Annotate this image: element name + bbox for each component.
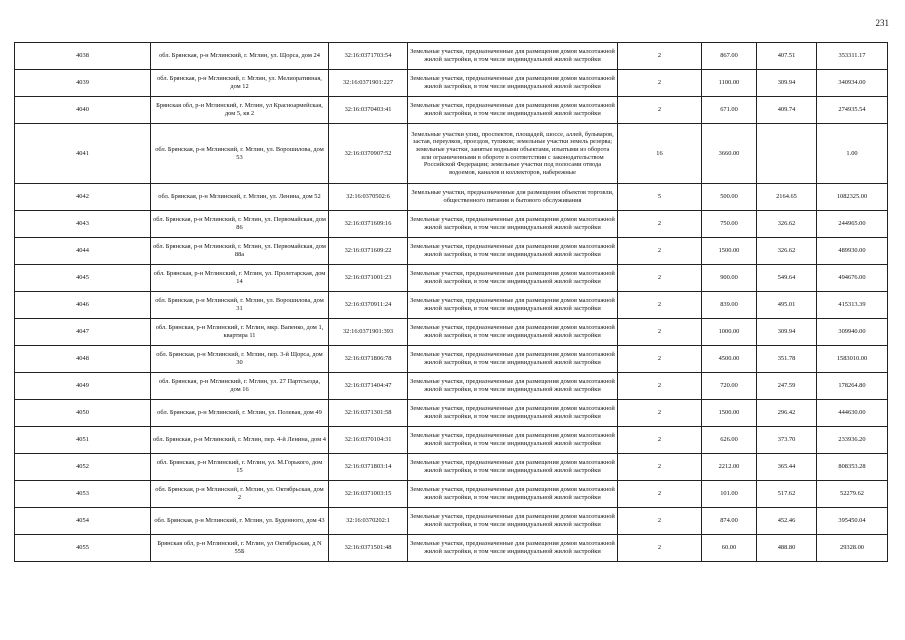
address-cell: Брянская обл, р-н Мглинский, г. Мглин, ул Октябрьская, д N 55Б bbox=[151, 535, 329, 562]
area-cell: 3660.00 bbox=[702, 124, 757, 184]
cadastral-number-cell: 32:16:0371003:15 bbox=[329, 481, 408, 508]
land-use-cell: Земельные участки, предназначенные для размещения домов малоэтажной жилой застройки, в том числе индивидуальной жилой застройки bbox=[408, 97, 618, 124]
group-cell: 2 bbox=[618, 319, 702, 346]
rate-cell: 326.62 bbox=[757, 238, 817, 265]
table-body bbox=[15, 43, 888, 562]
row-number: 4055 bbox=[15, 535, 151, 562]
row-number: 4049 bbox=[15, 373, 151, 400]
table-row bbox=[15, 124, 888, 184]
row-number: 4050 bbox=[15, 400, 151, 427]
land-use-cell: Земельные участки улиц, проспектов, площадей, шоссе, аллей, бульваров, застав, переулков, проездов, тупиков; земельные участки земель резерва; земельные участки, занятые водными объектами, изъятыми из оборота или ограниченными в обороте в соответствии с законодательством Российской Федерации; земельные участки под полосами отвода водоемов, каналов и коллекторов, набережные bbox=[408, 124, 618, 184]
address-cell: обл. Брянская, р-н Мглинский, г. Мглин, ул. 27 Партсъезда, дом 16 bbox=[151, 373, 329, 400]
cadastral-number-cell: 32:16:0371901:227 bbox=[329, 70, 408, 97]
cadastral-cost-cell: 494676.00 bbox=[817, 265, 888, 292]
table-row bbox=[15, 184, 888, 211]
cadastral-cost-cell: 489930.00 bbox=[817, 238, 888, 265]
address-cell: обл. Брянская, р-н Мглинский, г. Мглин, пер. 4-й Ленина, дом 4 bbox=[151, 427, 329, 454]
area-cell: 874.00 bbox=[702, 508, 757, 535]
table-row bbox=[15, 400, 888, 427]
row-number: 4053 bbox=[15, 481, 151, 508]
cadastral-cost-cell: 1583010.00 bbox=[817, 346, 888, 373]
cadastral-number-cell: 32:16:0370911:24 bbox=[329, 292, 408, 319]
cadastral-number-cell: 32:16:0371501:48 bbox=[329, 535, 408, 562]
group-cell: 2 bbox=[618, 70, 702, 97]
cadastral-number-cell: 32:16:0370403:41 bbox=[329, 97, 408, 124]
cadastral-cost-cell: 309940.00 bbox=[817, 319, 888, 346]
table-row bbox=[15, 265, 888, 292]
cadastral-number-cell: 32:16:0370907:52 bbox=[329, 124, 408, 184]
land-use-cell: Земельные участки, предназначенные для размещения домов малоэтажной жилой застройки, в том числе индивидуальной жилой застройки bbox=[408, 427, 618, 454]
cadastral-number-cell: 32:16:0371806:78 bbox=[329, 346, 408, 373]
cadastral-cost-cell: 808353.28 bbox=[817, 454, 888, 481]
area-cell: 1100.00 bbox=[702, 70, 757, 97]
land-use-cell: Земельные участки, предназначенные для размещения домов малоэтажной жилой застройки, в том числе индивидуальной жилой застройки bbox=[408, 400, 618, 427]
table-row bbox=[15, 70, 888, 97]
area-cell: 671.00 bbox=[702, 97, 757, 124]
table-row bbox=[15, 292, 888, 319]
address-cell: обл. Брянская, р-н Мглинский, г. Мглин, ул. Октябрьская, дом 2 bbox=[151, 481, 329, 508]
cadastral-number-cell: 32:16:0371703:54 bbox=[329, 43, 408, 70]
table-row bbox=[15, 319, 888, 346]
rate-cell: 517.62 bbox=[757, 481, 817, 508]
cadastral-cost-cell: 233936.20 bbox=[817, 427, 888, 454]
group-cell: 2 bbox=[618, 346, 702, 373]
address-cell: обл. Брянская, р-н Мглинский, г. Мглин, ул. Полевая, дом 49 bbox=[151, 400, 329, 427]
address-cell: обл. Брянская, р-н Мглинский, г. Мглин, ул. Буденного, дом 43 bbox=[151, 508, 329, 535]
table-row bbox=[15, 97, 888, 124]
rate-cell: 549.64 bbox=[757, 265, 817, 292]
cadastral-value-table bbox=[14, 42, 888, 562]
cadastral-cost-cell: 1.00 bbox=[817, 124, 888, 184]
cadastral-cost-cell: 178264.80 bbox=[817, 373, 888, 400]
area-cell: 500.00 bbox=[702, 184, 757, 211]
row-number: 4048 bbox=[15, 346, 151, 373]
land-use-cell: Земельные участки, предназначенные для размещения домов малоэтажной жилой застройки, в том числе индивидуальной жилой застройки bbox=[408, 211, 618, 238]
address-cell: обл. Брянская, р-н Мглинский, г. Мглин, ул. Щорса, дом 24 bbox=[151, 43, 329, 70]
area-cell: 626.00 bbox=[702, 427, 757, 454]
group-cell: 5 bbox=[618, 184, 702, 211]
table-row bbox=[15, 535, 888, 562]
rate-cell: 407.51 bbox=[757, 43, 817, 70]
area-cell: 900.00 bbox=[702, 265, 757, 292]
row-number: 4052 bbox=[15, 454, 151, 481]
land-use-cell: Земельные участки, предназначенные для размещения объектов торговли, общественного питания и бытового обслуживания bbox=[408, 184, 618, 211]
land-use-cell: Земельные участки, предназначенные для размещения домов малоэтажной жилой застройки, в том числе индивидуальной жилой застройки bbox=[408, 70, 618, 97]
cadastral-cost-cell: 395450.04 bbox=[817, 508, 888, 535]
address-cell: обл. Брянская, р-н Мглинский, г. Мглин, мкр. Вапенко, дом 1, квартира 11 bbox=[151, 319, 329, 346]
land-use-cell: Земельные участки, предназначенные для размещения домов малоэтажной жилой застройки, в том числе индивидуальной жилой застройки bbox=[408, 508, 618, 535]
land-use-cell: Земельные участки, предназначенные для размещения домов малоэтажной жилой застройки, в том числе индивидуальной жилой застройки bbox=[408, 346, 618, 373]
land-use-cell: Земельные участки, предназначенные для размещения домов малоэтажной жилой застройки, в том числе индивидуальной жилой застройки bbox=[408, 481, 618, 508]
rate-cell: 488.80 bbox=[757, 535, 817, 562]
rate-cell: 365.44 bbox=[757, 454, 817, 481]
row-number: 4038 bbox=[15, 43, 151, 70]
group-cell: 2 bbox=[618, 97, 702, 124]
table-row bbox=[15, 481, 888, 508]
land-use-cell: Земельные участки, предназначенные для размещения домов малоэтажной жилой застройки, в том числе индивидуальной жилой застройки bbox=[408, 454, 618, 481]
table-row bbox=[15, 238, 888, 265]
address-cell: обл. Брянская, р-н Мглинский, г. Мглин, ул. Пролетарская, дом 14 bbox=[151, 265, 329, 292]
table-row bbox=[15, 373, 888, 400]
area-cell: 2212.00 bbox=[702, 454, 757, 481]
rate-cell: 351.78 bbox=[757, 346, 817, 373]
cadastral-cost-cell: 1082325.00 bbox=[817, 184, 888, 211]
rate-cell: 296.42 bbox=[757, 400, 817, 427]
cadastral-number-cell: 32:16:0371803:14 bbox=[329, 454, 408, 481]
rate-cell bbox=[757, 124, 817, 184]
area-cell: 720.00 bbox=[702, 373, 757, 400]
area-cell: 1500.00 bbox=[702, 400, 757, 427]
row-number: 4044 bbox=[15, 238, 151, 265]
group-cell: 2 bbox=[618, 454, 702, 481]
land-use-cell: Земельные участки, предназначенные для размещения домов малоэтажной жилой застройки, в том числе индивидуальной жилой застройки bbox=[408, 292, 618, 319]
row-number: 4054 bbox=[15, 508, 151, 535]
rate-cell: 326.62 bbox=[757, 211, 817, 238]
rate-cell: 452.46 bbox=[757, 508, 817, 535]
cadastral-cost-cell: 274935.54 bbox=[817, 97, 888, 124]
group-cell: 2 bbox=[618, 238, 702, 265]
cadastral-number-cell: 32:16:0371609:22 bbox=[329, 238, 408, 265]
table-row bbox=[15, 508, 888, 535]
rate-cell: 309.94 bbox=[757, 70, 817, 97]
table-row bbox=[15, 427, 888, 454]
address-cell: обл. Брянская, р-н Мглинский, г. Мглин, ул. Ленина, дом 52 bbox=[151, 184, 329, 211]
rate-cell: 495.01 bbox=[757, 292, 817, 319]
rate-cell: 373.70 bbox=[757, 427, 817, 454]
cadastral-cost-cell: 444630.00 bbox=[817, 400, 888, 427]
area-cell: 60.00 bbox=[702, 535, 757, 562]
row-number: 4041 bbox=[15, 124, 151, 184]
area-cell: 867.00 bbox=[702, 43, 757, 70]
table-row bbox=[15, 211, 888, 238]
page-number: 231 bbox=[875, 18, 889, 28]
cadastral-cost-cell: 52279.62 bbox=[817, 481, 888, 508]
row-number: 4051 bbox=[15, 427, 151, 454]
area-cell: 1500.00 bbox=[702, 238, 757, 265]
cadastral-cost-cell: 29328.00 bbox=[817, 535, 888, 562]
table-row bbox=[15, 454, 888, 481]
cadastral-cost-cell: 244965.00 bbox=[817, 211, 888, 238]
group-cell: 2 bbox=[618, 373, 702, 400]
land-use-cell: Земельные участки, предназначенные для размещения домов малоэтажной жилой застройки, в том числе индивидуальной жилой застройки bbox=[408, 265, 618, 292]
area-cell: 750.00 bbox=[702, 211, 757, 238]
rate-cell: 309.94 bbox=[757, 319, 817, 346]
cadastral-number-cell: 32:16:0370202:1 bbox=[329, 508, 408, 535]
cadastral-number-cell: 32:16:0371609:16 bbox=[329, 211, 408, 238]
cadastral-number-cell: 32:16:0370104:31 bbox=[329, 427, 408, 454]
group-cell: 2 bbox=[618, 535, 702, 562]
address-cell: Брянская обл, р-н Мглинский, г. Мглин, ул Красноармейская, дом 5, кв 2 bbox=[151, 97, 329, 124]
row-number: 4046 bbox=[15, 292, 151, 319]
land-use-cell: Земельные участки, предназначенные для размещения домов малоэтажной жилой застройки, в том числе индивидуальной жилой застройки bbox=[408, 43, 618, 70]
group-cell: 2 bbox=[618, 427, 702, 454]
address-cell: обл. Брянская, р-н Мглинский, г. Мглин, пер. 3-й Щорса, дом 30 bbox=[151, 346, 329, 373]
cadastral-number-cell: 32:16:0371901:393 bbox=[329, 319, 408, 346]
row-number: 4042 bbox=[15, 184, 151, 211]
cadastral-number-cell: 32:16:0371404:47 bbox=[329, 373, 408, 400]
land-use-cell: Земельные участки, предназначенные для размещения домов малоэтажной жилой застройки, в том числе индивидуальной жилой застройки bbox=[408, 373, 618, 400]
group-cell: 2 bbox=[618, 481, 702, 508]
group-cell: 2 bbox=[618, 211, 702, 238]
land-use-cell: Земельные участки, предназначенные для размещения домов малоэтажной жилой застройки, в том числе индивидуальной жилой застройки bbox=[408, 238, 618, 265]
group-cell: 2 bbox=[618, 265, 702, 292]
address-cell: обл. Брянская, р-н Мглинский, г. Мглин, ул. Мелиоративная, дом 12 bbox=[151, 70, 329, 97]
cadastral-number-cell: 32:16:0370502:6 bbox=[329, 184, 408, 211]
address-cell: обл. Брянская, р-н Мглинский, г. Мглин, ул. Ворошилова, дом 53 bbox=[151, 124, 329, 184]
group-cell: 2 bbox=[618, 292, 702, 319]
group-cell: 2 bbox=[618, 400, 702, 427]
cadastral-cost-cell: 415313.39 bbox=[817, 292, 888, 319]
row-number: 4040 bbox=[15, 97, 151, 124]
land-use-cell: Земельные участки, предназначенные для размещения домов малоэтажной жилой застройки, в том числе индивидуальной жилой застройки bbox=[408, 535, 618, 562]
land-use-cell: Земельные участки, предназначенные для размещения домов малоэтажной жилой застройки, в том числе индивидуальной жилой застройки bbox=[408, 319, 618, 346]
group-cell: 2 bbox=[618, 508, 702, 535]
area-cell: 4500.00 bbox=[702, 346, 757, 373]
address-cell: обл. Брянская, р-н Мглинский, г. Мглин, ул. Первомайская, дом 88а bbox=[151, 238, 329, 265]
address-cell: обл. Брянская, р-н Мглинский, г. Мглин, ул. Первомайская, дом 86 bbox=[151, 211, 329, 238]
group-cell: 16 bbox=[618, 124, 702, 184]
rate-cell: 2164.65 bbox=[757, 184, 817, 211]
cadastral-number-cell: 32:16:0371301:58 bbox=[329, 400, 408, 427]
rate-cell: 247.59 bbox=[757, 373, 817, 400]
address-cell: обл. Брянская, р-н Мглинский, г. Мглин, ул. М.Горького, дом 15 bbox=[151, 454, 329, 481]
cadastral-number-cell: 32:16:0371001:23 bbox=[329, 265, 408, 292]
row-number: 4043 bbox=[15, 211, 151, 238]
address-cell: обл. Брянская, р-н Мглинский, г. Мглин, ул. Ворошилова, дом 31 bbox=[151, 292, 329, 319]
table-row bbox=[15, 346, 888, 373]
row-number: 4047 bbox=[15, 319, 151, 346]
cadastral-cost-cell: 340934.00 bbox=[817, 70, 888, 97]
row-number: 4045 bbox=[15, 265, 151, 292]
group-cell: 2 bbox=[618, 43, 702, 70]
row-number: 4039 bbox=[15, 70, 151, 97]
table-row bbox=[15, 43, 888, 70]
area-cell: 101.00 bbox=[702, 481, 757, 508]
area-cell: 1000.00 bbox=[702, 319, 757, 346]
area-cell: 839.00 bbox=[702, 292, 757, 319]
cadastral-cost-cell: 353311.17 bbox=[817, 43, 888, 70]
rate-cell: 409.74 bbox=[757, 97, 817, 124]
